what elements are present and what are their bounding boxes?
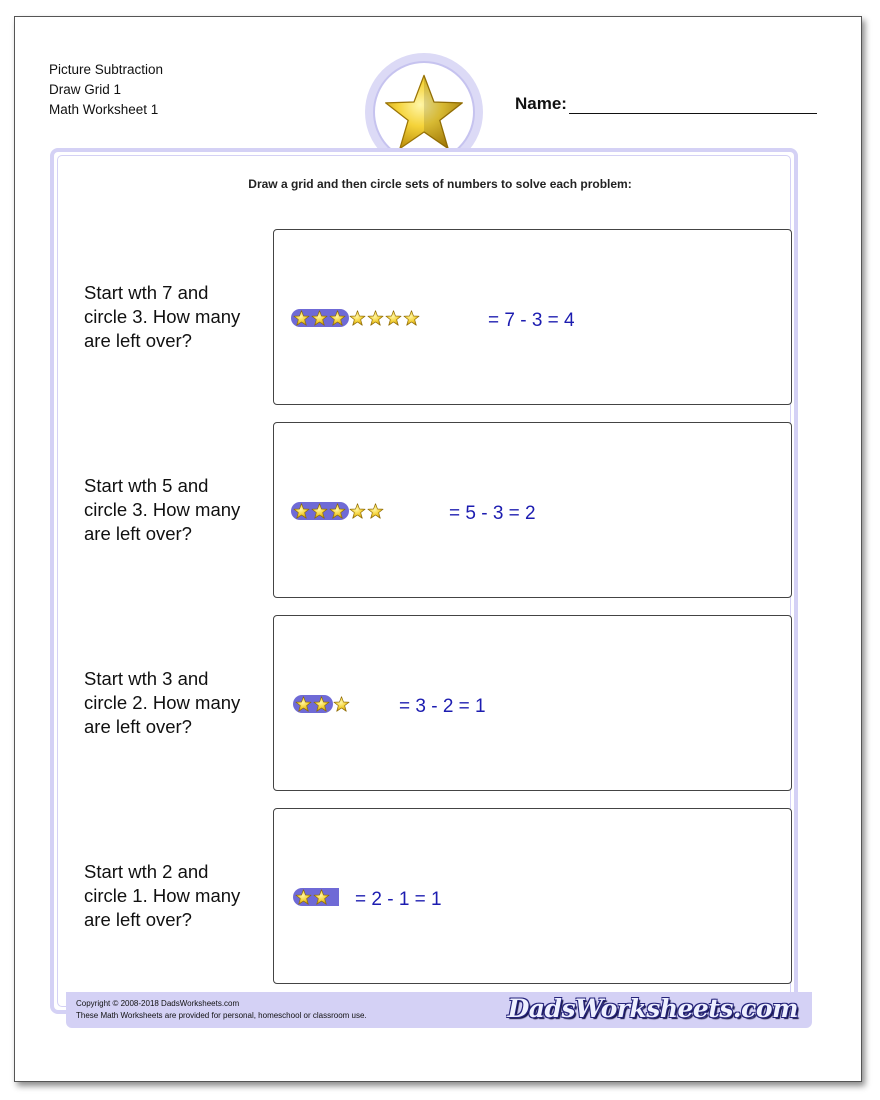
star-icon bbox=[311, 310, 329, 326]
star-icon bbox=[329, 503, 347, 519]
star-row bbox=[291, 309, 421, 327]
star-icon bbox=[329, 310, 347, 326]
star-icon bbox=[385, 310, 403, 326]
star-icon bbox=[349, 310, 367, 326]
prompt-line: Start wth 7 and bbox=[84, 282, 209, 303]
prompt-line: circle 3. How many bbox=[84, 499, 241, 520]
prompt-line: Start wth 5 and bbox=[84, 475, 209, 496]
star-icon bbox=[293, 503, 311, 519]
equation: = 7 - 3 = 4 bbox=[488, 310, 575, 331]
equation: = 3 - 2 = 1 bbox=[399, 696, 486, 717]
worksheet-number: Math Worksheet 1 bbox=[49, 102, 159, 117]
answer-box bbox=[273, 808, 792, 984]
prompt-line: Start wth 3 and bbox=[84, 668, 209, 689]
problem-prompt bbox=[84, 667, 269, 739]
prompt-line: circle 2. How many bbox=[84, 692, 241, 713]
prompt-line: are left over? bbox=[84, 716, 192, 737]
circled-group bbox=[291, 309, 349, 327]
prompt-line: are left over? bbox=[84, 330, 192, 351]
star-icon bbox=[293, 310, 311, 326]
prompt-line: Start wth 2 and bbox=[84, 861, 209, 882]
equation: = 2 - 1 = 1 bbox=[355, 889, 442, 910]
star-row bbox=[291, 502, 385, 520]
star-icon bbox=[349, 503, 367, 519]
star-icon bbox=[313, 696, 331, 712]
star-row bbox=[293, 695, 351, 713]
usage-notice: These Math Worksheets are provided for personal, homeschool or classroom use. bbox=[76, 1011, 367, 1020]
prompt-line: are left over? bbox=[84, 909, 192, 930]
star-icon bbox=[403, 310, 421, 326]
prompt-line: circle 1. How many bbox=[84, 885, 241, 906]
worksheet-subtitle: Draw Grid 1 bbox=[49, 82, 122, 97]
name-blank-line bbox=[569, 95, 817, 114]
circled-group bbox=[293, 695, 333, 713]
circled-group bbox=[293, 888, 339, 906]
name-label: Name: bbox=[515, 94, 567, 113]
star-icon bbox=[333, 696, 351, 712]
star-icon bbox=[382, 72, 466, 152]
star-icon bbox=[295, 696, 313, 712]
worksheet-title: Picture Subtraction bbox=[49, 62, 164, 77]
equation: = 5 - 3 = 2 bbox=[449, 503, 536, 524]
prompt-line: are left over? bbox=[84, 523, 192, 544]
problem-prompt bbox=[84, 281, 269, 353]
brand-logo: DadsWorksheets.com bbox=[507, 994, 798, 1023]
circled-group bbox=[291, 502, 349, 520]
star-icon bbox=[367, 503, 385, 519]
name-field bbox=[515, 94, 817, 114]
star-icon bbox=[311, 503, 329, 519]
worksheet-title-block bbox=[49, 60, 163, 120]
problem-prompt bbox=[84, 474, 269, 546]
copyright-text: Copyright © 2008-2018 DadsWorksheets.com bbox=[76, 999, 240, 1008]
star-icon bbox=[313, 889, 331, 905]
footer bbox=[66, 992, 812, 1028]
prompt-line: circle 3. How many bbox=[84, 306, 241, 327]
star-icon bbox=[367, 310, 385, 326]
instructions: Draw a grid and then circle sets of numbers to solve each problem: bbox=[248, 177, 632, 191]
problem-prompt bbox=[84, 860, 269, 932]
star-icon bbox=[295, 889, 313, 905]
star-row bbox=[293, 888, 339, 906]
